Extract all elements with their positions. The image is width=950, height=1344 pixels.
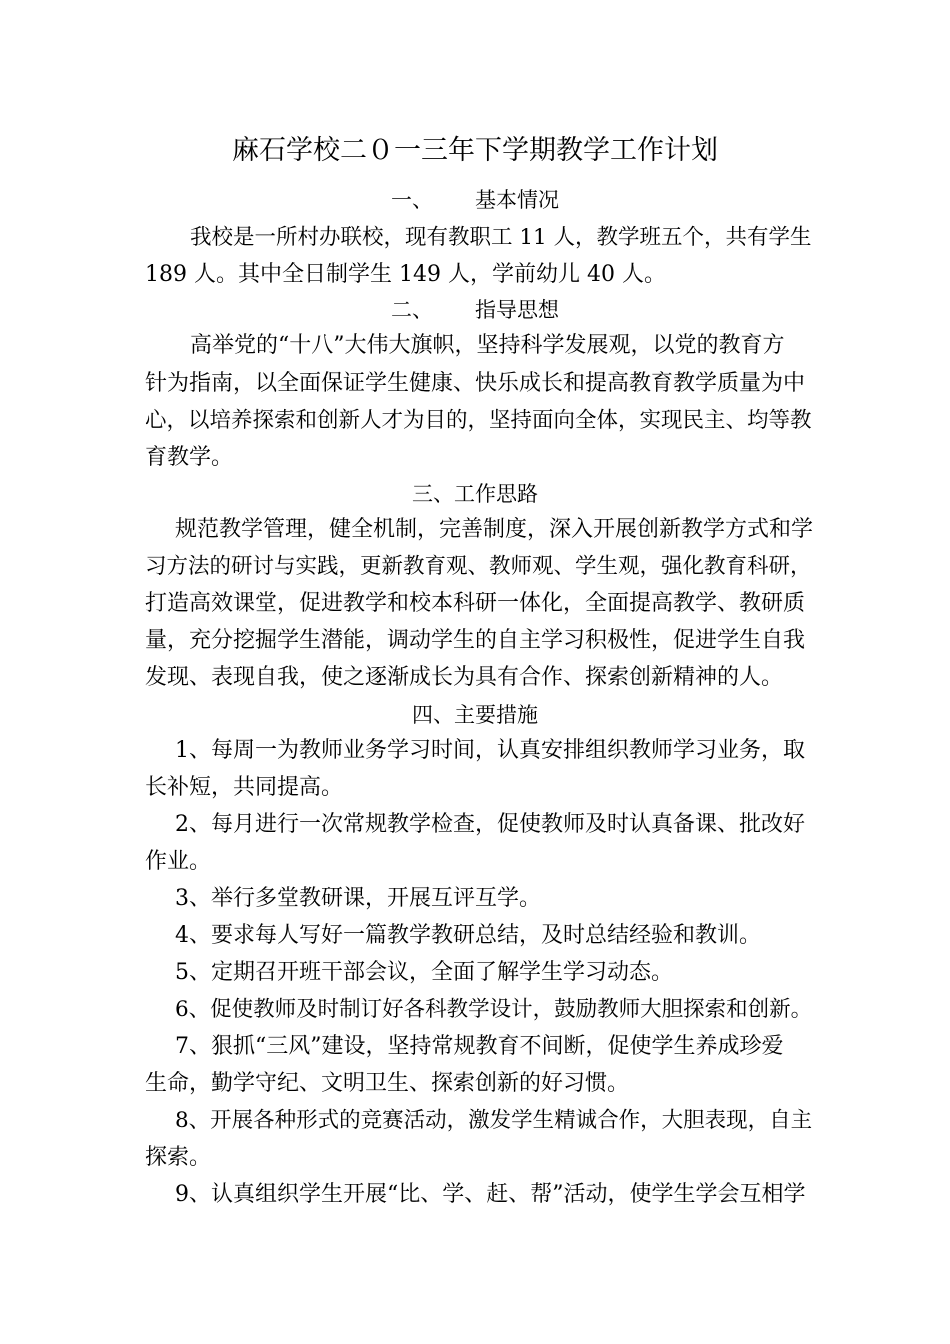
paragraph-line: 发现、表现自我，使之逐渐成长为具有合作、探索创新精神的人。	[145, 665, 784, 690]
list-item: 7、狠抓“三风”建设，坚持常规教育不间断，促使学生养成珍爱	[175, 1034, 784, 1059]
section-title: 指导思想	[475, 298, 559, 322]
section-heading-basic-info	[0, 184, 950, 216]
list-item: 3、举行多堂教研课，开展互评互学。	[175, 886, 541, 911]
paragraph-line: 量，充分挖掘学生潜能，调动学生的自主学习积极性，促进学生自我	[145, 628, 806, 653]
list-item: 1、每周一为教师业务学习时间，认真安排组织教师学习业务，取	[175, 738, 805, 763]
list-item: 9、认真组织学生开展“比、学、赶、帮”活动，使学生学会互相学	[175, 1182, 806, 1207]
list-item: 4、要求每人写好一篇教学教研总结，及时总结经验和教训。	[175, 923, 761, 948]
section-heading-guiding-ideology	[0, 294, 950, 326]
section-heading-main-measures: 四、主要措施	[412, 703, 538, 727]
paragraph-line: 针为指南，以全面保证学生健康、快乐成长和提高教育教学质量为中	[145, 371, 806, 396]
list-item-continuation: 探索。	[145, 1145, 212, 1170]
list-item: 6、促使教师及时制订好各科教学设计，鼓励教师大胆探索和创新。	[175, 997, 813, 1022]
list-item-continuation: 作业。	[145, 849, 212, 874]
paragraph-line: 189 人。其中全日制学生 149 人，学前幼儿 40 人。	[145, 262, 666, 287]
section-number: 二、	[391, 298, 433, 322]
list-item: 2、每月进行一次常规教学检查，促使教师及时认真备课、批改好	[175, 812, 805, 837]
paragraph-line: 打造高效课堂，促进教学和校本科研一体化，全面提高教学、教研质	[145, 591, 806, 616]
paragraph-line: 高举党的“十八”大伟大旗帜，坚持科学发展观，以党的教育方	[190, 333, 785, 358]
section-number: 一、	[391, 188, 433, 212]
paragraph-line: 习方法的研讨与实践，更新教育观、教师观、学生观，强化教育科研，	[145, 554, 812, 579]
list-item-continuation: 长补短，共同提高。	[145, 775, 344, 800]
section-heading-work-approach: 三、工作思路	[412, 482, 538, 506]
paragraph-line: 心，以培养探索和创新人才为目的，坚持面向全体，实现民主、均等教	[145, 408, 812, 433]
list-item: 8、开展各种形式的竞赛活动，激发学生精诚合作，大胆表现，自主	[175, 1108, 813, 1133]
paragraph-line: 规范教学管理，健全机制，完善制度，深入开展创新教学方式和学	[175, 517, 814, 542]
document-title: 麻石学校二０一三年下学期教学工作计划	[232, 135, 718, 166]
paragraph-line: 育教学。	[145, 445, 234, 470]
list-item: 5、定期召开班干部会议，全面了解学生学习动态。	[175, 960, 673, 985]
section-title: 基本情况	[475, 188, 559, 212]
paragraph-line: 我校是一所村办联校，现有教职工 11 人，教学班五个，共有学生	[190, 225, 812, 250]
list-item-continuation: 生命，勤学守纪、文明卫生、探索创新的好习惯。	[145, 1071, 630, 1096]
